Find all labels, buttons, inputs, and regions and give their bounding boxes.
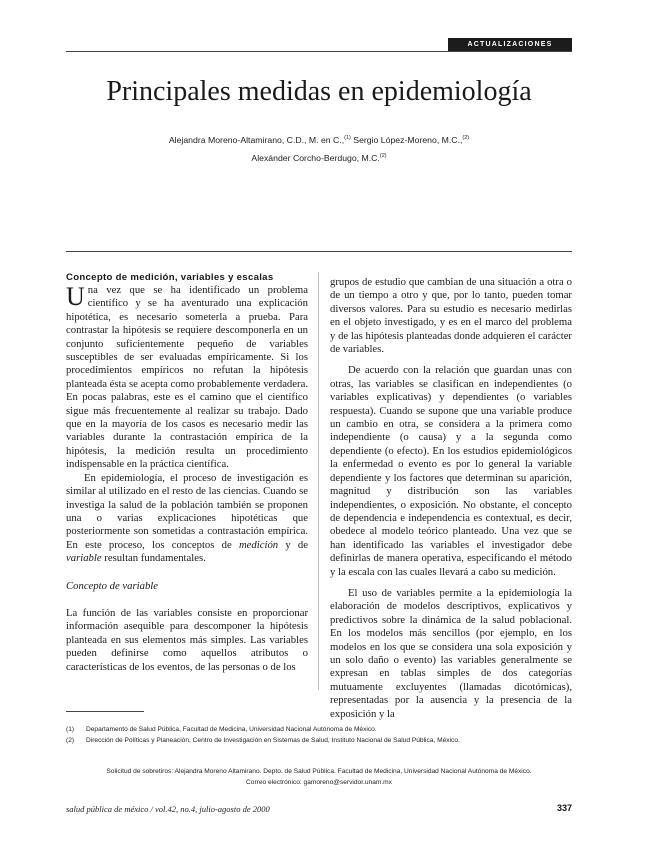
- reprint-request-line: Solicitud de sobretiros: Alejandra Moreno Altamirano. Depto. de Salud Pública. Facultad de Medicina, Universidad Nacional Autónoma de México.: [106, 768, 532, 775]
- paragraph-text: na vez que se ha identificado un problema científico y se ha aventurado una explicación hipotética, es necesario someterla a prueba. Para contrastar la hipótesis se requiere descomponerla en un conjunto suficientemente pequeño de variables susceptibles de ser evaluadas empíricamente. Si los procedimientos empíricos no refutan la hipótesis planteada ésta se acepta como probablemente verdadera. En pocas palabras, este es el camino que el científico sigue más frecuentemente al realizar su trabajo. Dado que en la mayoría de los casos es necesario medir las variables durante la contrastación empírica de la hipótesis, la medición resulta un procedimiento indispensable en la práctica científica.: [66, 284, 308, 471]
- email-line: Correo electrónico: gamoreno@servidor.unam.mx: [246, 779, 392, 786]
- paragraph: grupos de estudio que cambian de una situación a otra o de un tiempo a otro y que, por lo tanto, pueden tomar diversos valores. Para su estudio es necesario medirlas en el objeto investigado, y es en el marco del problema y de las hipótesis planteadas donde adquieren el carácter de variables.: [330, 276, 572, 356]
- author-3: Alexánder Corcho-Berdugo, M.C.: [251, 153, 380, 163]
- drop-cap: U: [66, 282, 85, 311]
- emphasis: variable: [66, 552, 102, 565]
- section-heading: Concepto de medición, variables y escalas: [66, 272, 274, 283]
- paragraph: La función de las variables consiste en proporcionar información asequible para descomponer la hipótesis planteada en sus elementos más simples. Las variables pueden definirse como aquellos atributos o características de los eventos, de las personas o de los: [66, 606, 308, 673]
- affiliation-marker: (2): [462, 135, 470, 141]
- top-rule: [66, 51, 572, 52]
- right-column: [330, 276, 572, 721]
- header-divider: [66, 251, 572, 252]
- footnote-number: (2): [66, 737, 75, 744]
- footnotes: [66, 724, 572, 746]
- paragraph-text: resultan fundamentales.: [101, 552, 206, 565]
- left-column: [66, 272, 308, 674]
- paragraph: El uso de variables permite a la epidemiología la elaboración de modelos descriptivos, explicativos y predictivos sobre la dinámica de la salud poblacional. En los modelos más sencillos (por ejemplo, en los modelos en los que se considera una sola exposición y un solo daño o evento) las variables generalmente se expresan en tablas simples de dos categorías mutuamente excluyentes (llamadas dicotómicas), representadas por la ausencia y la presencia de la exposición y la: [330, 586, 572, 720]
- paragraph-text: y de: [278, 538, 308, 551]
- author-line-1: [66, 130, 572, 148]
- footnote-text: Dirección de Políticas y Planeación, Centro de Investigación en Sistemas de Salud, Instituto Nacional de Salud Pública, México.: [86, 737, 460, 744]
- journal-footer: salud pública de méxico / vol.42, no.4, julio-agosto de 2000: [66, 804, 270, 814]
- emphasis: medición: [238, 538, 279, 551]
- paragraph-text: En epidemiología, el proceso de investigación es similar al utilizado en el resto de las ciencias. Cuando se investiga la salud de la población también se proponen una o varias explicaciones hipotéticas que posteriormente son sometidas a contrastación empírica. En este proceso, los conceptos de: [66, 471, 308, 551]
- paragraph: De acuerdo con la relación que guardan unas con otras, las variables se clasifican en independientes (o variables explicativas) y dependientes (o variables respuesta). Cuando se supone que una variable produce un cambio en otra, se considera a la primera como independiente (o causa) y a la segunda como dependiente (o efecto). En los estudios epidemiológicos la enfermedad o evento es por lo general la variable dependiente y los factores que determinan su aparición, magnitud y distribución son las variables independientes, o exposición. No obstante, el concepto de dependencia e independencia es contextual, es decir, obedece al modelo teórico planteado. Una vez que se han identificado las variables el investigador debe definirlas de manera operativa, especificando el método y la escala con las cuales llevará a cabo su medición.: [330, 364, 572, 578]
- footnote: [66, 724, 572, 735]
- footnote-text: Departamento de Salud Pública, Facultad de Medicina, Universidad Nacional Autónoma de México.: [86, 726, 377, 733]
- paragraph: [66, 472, 308, 566]
- footnote-number: (1): [66, 726, 75, 733]
- column-divider: [318, 272, 319, 690]
- footnote: [66, 735, 572, 746]
- affiliation-marker: (1): [344, 135, 351, 141]
- author-1: Alejandra Moreno-Altamirano, C.D., M. en C.,: [168, 135, 345, 145]
- reprint-request: [66, 766, 572, 788]
- article-title: Principales medidas en epidemiología: [106, 76, 532, 107]
- subsection-heading: Concepto de variable: [66, 579, 159, 592]
- page-number: 337: [556, 803, 572, 813]
- footnote-rule: [66, 711, 144, 712]
- author-line-2: [66, 148, 572, 166]
- section-tab: ACTUALIZACIONES: [448, 38, 572, 52]
- author-2: Sergio López-Moreno, M.C.,: [350, 135, 463, 145]
- affiliation-marker: (2): [379, 153, 387, 159]
- author-block: [66, 130, 572, 166]
- paragraph: [66, 284, 308, 472]
